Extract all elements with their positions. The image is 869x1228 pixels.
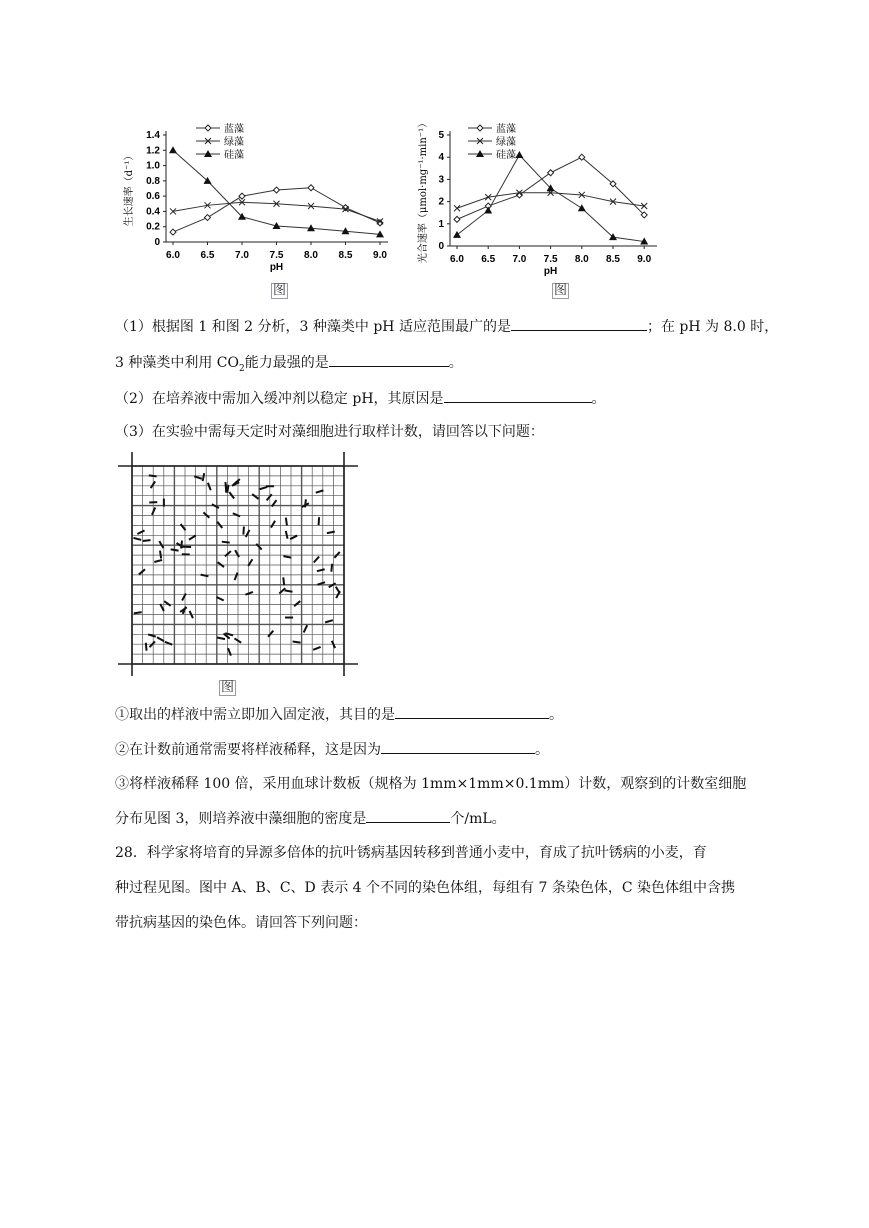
question-2: （2）在培养液中需加入缓冲剂以稳定 pH，其原因是 。 (115, 388, 606, 409)
data-point (274, 187, 280, 193)
algae-cell (164, 641, 172, 646)
legend-marker (477, 125, 483, 131)
data-point (239, 193, 245, 199)
data-point (453, 231, 461, 238)
algae-cell (154, 559, 162, 563)
sub-question-1: ①取出的样液中需立即加入固定液，其目的是 。 (115, 704, 563, 725)
y-tick-label: 0.8 (146, 175, 160, 187)
algae-cell (234, 550, 240, 558)
answer-blank-4[interactable] (395, 704, 549, 719)
x-axis-label: pH (543, 266, 558, 277)
data-point (454, 205, 460, 211)
series-2 (170, 199, 383, 224)
x-tick-label: 7.5 (269, 250, 284, 261)
x-tick-label: 6.5 (200, 250, 215, 261)
algae-cell (293, 600, 300, 607)
y-tick-label: 1.0 (146, 160, 160, 172)
sub-question-3-line-1: ③将样液稀释 100 倍，采用血球计数板（规格为 1mm×1mm×0.1mm）计数，观察到的计数室细胞 (115, 776, 747, 792)
algae-cell (292, 641, 300, 644)
algae-cell (242, 527, 245, 535)
algae-cell (217, 636, 225, 640)
algae-cell (285, 517, 288, 525)
x-tick-label: 6.0 (450, 254, 464, 265)
y-tick-label: 2 (438, 196, 444, 208)
x-tick-label: 8.5 (338, 250, 353, 261)
answer-blank-5[interactable] (381, 739, 535, 754)
y-tick-label: 3 (438, 174, 444, 186)
y-tick-label: 0.6 (146, 191, 160, 203)
algae-cell (142, 539, 150, 542)
question-1-line-1: （1）根据图 1 和图 2 分析，3 种藻类中 pH 适应范围最广的是 ；在 pH 为 8.0 时， (115, 316, 778, 337)
series-3 (453, 151, 648, 245)
y-tick-label: 0.2 (146, 221, 160, 233)
data-point (205, 215, 211, 221)
algae-cell (252, 493, 260, 500)
algae-cell (224, 482, 227, 490)
x-tick-label: 7.5 (543, 254, 558, 265)
data-point (578, 204, 586, 211)
algae-cell (283, 555, 291, 558)
counting-chamber-figure (118, 452, 358, 680)
legend-label: 绿藻 (224, 137, 244, 148)
y-tick-label: 4 (438, 152, 444, 164)
x-tick-label: 9.0 (373, 250, 387, 261)
data-point (169, 146, 177, 153)
question-1-line-2: 3 种藻类中利用 $CO_2$能力最强的是 。 (115, 352, 463, 379)
legend-label: 蓝藻 (224, 124, 244, 135)
algae-cell (313, 556, 320, 563)
y-axis-label: 光合速率（μmol·mg⁻¹·min⁻¹） (418, 118, 429, 264)
algae-cell (266, 494, 273, 501)
sub-question-3-line-2: 分布见图 3，则培养液中藻细胞的密度是 个/mL。 (115, 808, 506, 829)
answer-blank-2[interactable] (329, 352, 449, 367)
algae-cell (266, 485, 274, 487)
sub-question-2: ②在计数前通常需要将样液稀释，这是因为 。 (115, 739, 549, 760)
data-point (170, 229, 176, 235)
x-tick-label: 7.0 (512, 254, 527, 265)
algae-cell (149, 474, 157, 477)
counting-chamber-grid (118, 452, 358, 676)
answer-blank-3[interactable] (444, 388, 592, 403)
growth-rate-chart (118, 118, 398, 293)
algae-cell (138, 569, 145, 576)
x-axis-label: pH (269, 262, 284, 273)
y-tick-label: 0.4 (146, 206, 160, 218)
algae-cell (217, 561, 225, 567)
x-tick-label: 6.0 (166, 250, 180, 261)
x-tick-label: 8.5 (606, 254, 620, 265)
algae-cell (202, 473, 205, 481)
y-tick-label: 1 (438, 218, 444, 230)
question-3: （3）在实验中需每天定时对藻细胞进行取样计数，请回答以下问题： (115, 424, 544, 440)
legend-label: 硅藻 (224, 150, 244, 161)
figure-1-caption: 图 (273, 283, 287, 298)
algae-cell (284, 589, 292, 592)
algae-cell (224, 550, 231, 557)
algae-cell (133, 537, 141, 541)
legend-label: 硅藻 (496, 150, 516, 161)
algae-cell (163, 499, 165, 507)
x-tick-label: 8.0 (304, 250, 318, 261)
algae-cell (149, 501, 157, 503)
question-28-line-1: 28．科学家将培育的异源多倍体的抗叶锈病基因转移到普通小麦中，育成了抗叶锈病的小麦，育 (115, 845, 707, 861)
algae-cell (164, 600, 172, 606)
algae-cell (207, 482, 212, 490)
algae-cell (159, 550, 162, 558)
algae-cell (134, 611, 142, 614)
algae-cell (325, 619, 333, 623)
y-tick-label: 0 (154, 237, 160, 248)
algae-cell (303, 625, 308, 633)
algae-cell (247, 559, 253, 567)
algae-cell (156, 636, 164, 642)
data-point (515, 151, 523, 158)
legend-label: 绿藻 (496, 137, 516, 148)
algae-cell (183, 546, 191, 548)
photosynthesis-rate-chart (412, 118, 672, 293)
algae-cell (200, 574, 208, 578)
algae-cell (270, 520, 276, 528)
x-tick-label: 7.0 (235, 250, 249, 261)
algae-cell (285, 617, 293, 619)
x-tick-label: 6.5 (481, 254, 496, 265)
answer-blank-6[interactable] (366, 808, 450, 823)
algae-cell (285, 531, 289, 539)
legend-marker (205, 125, 211, 131)
algae-cell (227, 648, 232, 656)
question-28-line-3: 带抗病基因的染色体。请回答下列问题： (115, 915, 367, 931)
figure-3-caption: 图 (221, 680, 235, 695)
algae-cell (313, 646, 321, 651)
data-point (308, 185, 314, 191)
figure-2-caption: 图 (554, 283, 568, 298)
algae-cell (318, 517, 321, 525)
x-tick-label: 9.0 (637, 254, 652, 265)
photosynthesis-rate-chart-svg (412, 118, 672, 293)
question-28-line-2: 种过程见图。图中 A、B、C、D 表示 4 个不同的染色体组，每组有 7 条染色体，C 染色体组中含携 (115, 880, 736, 896)
algae-cell (267, 630, 274, 637)
y-axis-label: 生长速率（d⁻¹） (124, 150, 135, 227)
algae-cell (222, 541, 230, 544)
algae-cell (151, 507, 156, 515)
data-point (454, 216, 460, 222)
algae-cell (245, 529, 251, 537)
y-tick-label: 5 (438, 130, 444, 141)
answer-blank-1[interactable] (511, 316, 647, 331)
x-tick-label: 8.0 (574, 254, 589, 265)
algae-cell (317, 568, 325, 572)
y-tick-label: 1.2 (146, 145, 160, 157)
algae-cell (232, 512, 240, 517)
legend-label: 蓝藻 (496, 124, 516, 135)
algae-cell (181, 593, 187, 601)
y-tick-label: 1.4 (146, 130, 160, 141)
growth-rate-chart-svg (118, 118, 398, 293)
y-tick-label: 0 (438, 241, 444, 252)
algae-cell (182, 553, 190, 555)
algae-cell (229, 492, 235, 500)
algae-cell (137, 530, 145, 535)
algae-cell (259, 486, 267, 490)
